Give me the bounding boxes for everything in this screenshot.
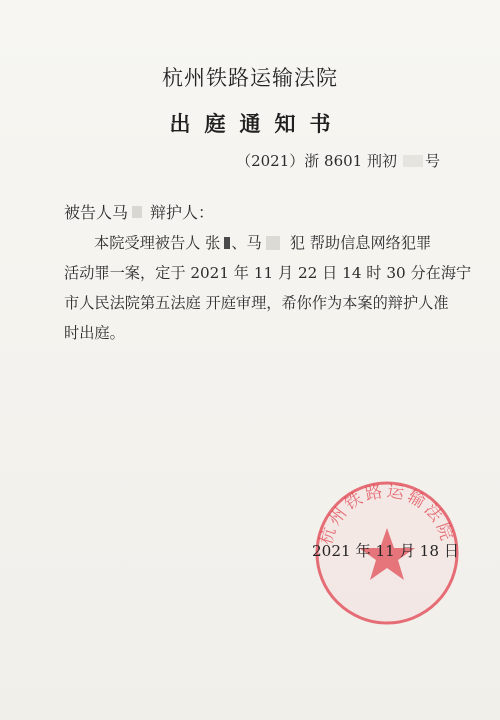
body-text-segment: 犯 帮助信息网络犯罪: [289, 234, 432, 252]
issue-date: 2021 年 11 月 18 日: [312, 542, 460, 560]
body-text-segment: 时出庭。: [64, 324, 125, 342]
body-text-segment: 、马: [231, 234, 262, 252]
court-name: 杭州铁路运输法院: [162, 66, 338, 90]
body-text-segment: 一案，定于 2021 年 11 月 22 日 14 时 30 分在海宁: [109, 264, 472, 282]
notice-body: [64, 228, 472, 348]
body-text-segment: 活动罪: [64, 264, 110, 282]
body-line: [64, 318, 436, 348]
body-line: [64, 228, 436, 258]
body-text-segment: 市人民法院第五法庭 开庭审理，希你作为本案的辩护人准: [64, 294, 449, 312]
case-number-suffix: 号: [424, 152, 440, 170]
redacted-case-number: [403, 155, 423, 167]
body-text-segment: 本院受理被告人 张: [94, 234, 221, 252]
case-number: [236, 150, 440, 171]
redacted-name: [224, 237, 230, 249]
redacted-name: [132, 206, 142, 218]
addressee-suffix: 辩护人：: [150, 203, 215, 222]
document-title: 出庭通知书: [169, 111, 345, 136]
body-line: [64, 288, 449, 318]
seal-text: 杭州铁路运输法院: [316, 481, 458, 548]
case-number-prefix: （2021）浙 8601 刑初: [236, 152, 397, 170]
addressee: [64, 200, 214, 223]
redacted-name: [266, 236, 280, 250]
addressee-prefix: 被告人马: [64, 203, 129, 222]
body-line: [64, 258, 472, 288]
